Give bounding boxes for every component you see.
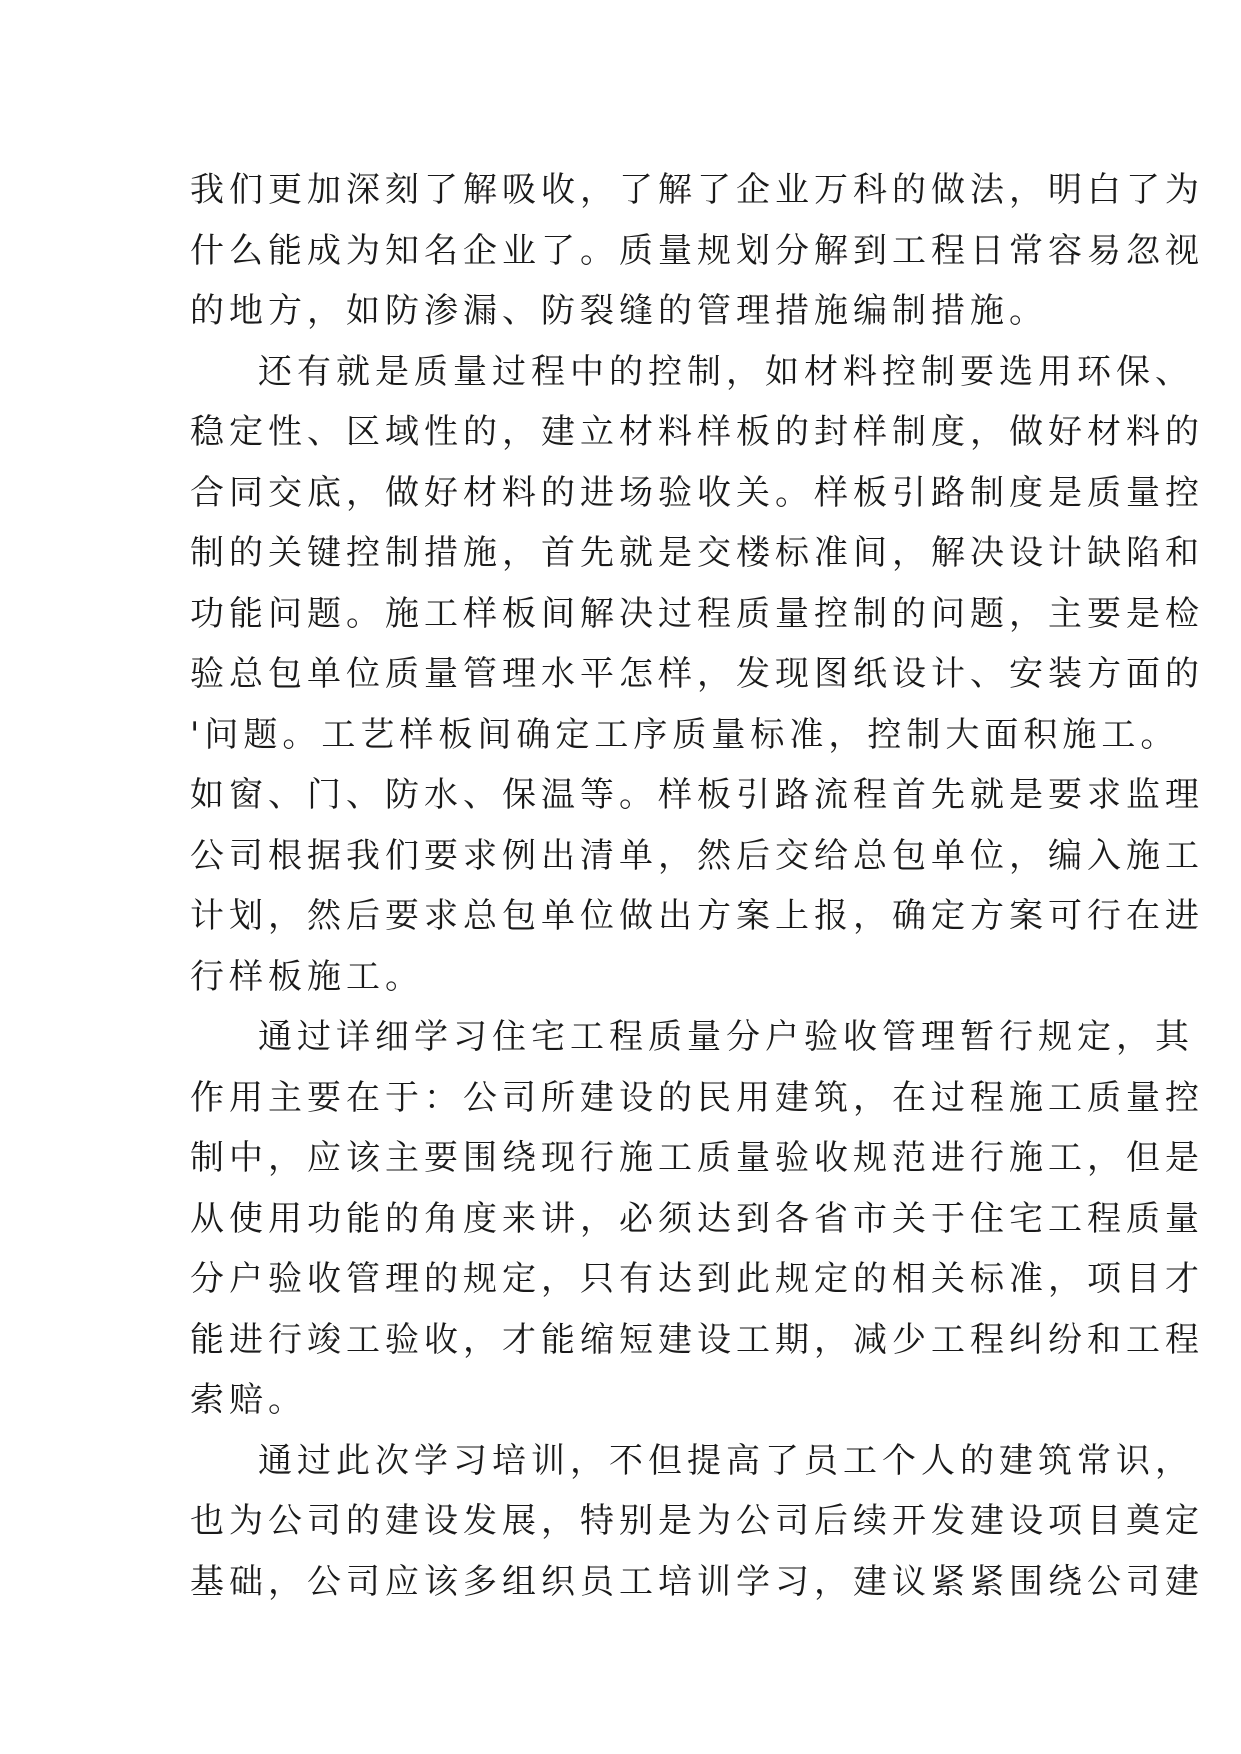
paragraph: [190, 342, 1204, 1008]
text-line: 我们更加深刻了解吸收，了解了企业万科的做法，明白了为: [190, 170, 1204, 210]
text-line: 稳定性、区域性的，建立材料样板的封样制度，做好材料的: [190, 412, 1204, 452]
text-line: 基础，公司应该多组织员工培训学习，建议紧紧围绕公司建: [190, 1561, 1204, 1602]
text-line: 作用主要在于：公司所建设的民用建筑，在过程施工质量控: [190, 1077, 1204, 1118]
text-line: 索赔。: [190, 1380, 307, 1420]
paragraph: [190, 1007, 1204, 1431]
text-line: 也为公司的建设发展，特别是为公司后续开发建设项目奠定: [190, 1501, 1204, 1541]
text-line: 分户验收管理的规定，只有达到此规定的相关标准，项目才: [190, 1259, 1204, 1299]
text-line: 公司根据我们要求例出清单，然后交给总包单位，编入施工: [190, 835, 1204, 876]
text-line: 从使用功能的角度来讲，必须达到各省市关于住宅工程质量: [190, 1198, 1204, 1239]
text-line: 功能问题。施工样板间解决过程质量控制的问题，主要是检: [190, 593, 1204, 634]
text-line: 合同交底，做好材料的进场验收关。样板引路制度是质量控: [190, 472, 1204, 513]
text-line: 计划，然后要求总包单位做出方案上报，确定方案可行在进: [190, 896, 1204, 936]
text-line: 的地方，如防渗漏、防裂缝的管理措施编制措施。: [190, 291, 1048, 331]
text-line: 什么能成为知名企业了。质量规划分解到工程日常容易忽视: [190, 230, 1204, 271]
paragraph: [190, 160, 1204, 342]
text-line: 如窗、门、防水、保温等。样板引路流程首先就是要求监理: [190, 775, 1204, 815]
text-line: 能进行竣工验收，才能缩短建设工期，减少工程纠纷和工程: [190, 1319, 1204, 1360]
text-line: 验总包单位质量管理水平怎样，发现图纸设计、安装方面的: [190, 654, 1204, 694]
text-line: 通过详细学习住宅工程质量分户验收管理暂行规定，其: [258, 1017, 1194, 1057]
text-line: '问题。工艺样板间确定工序质量标准，控制大面积施工。: [190, 714, 1180, 755]
text-line: 行样板施工。: [190, 956, 424, 997]
text-line: 制的关键控制措施，首先就是交楼标准间，解决设计缺陷和: [190, 533, 1204, 573]
text-line: 通过此次学习培训，不但提高了员工个人的建筑常识，: [258, 1440, 1194, 1481]
paragraph: [190, 1431, 1204, 1613]
text-line: 制中，应该主要围绕现行施工质量验收规范进行施工，但是: [190, 1138, 1204, 1178]
text-line: 还有就是质量过程中的控制，如材料控制要选用环保、: [258, 351, 1194, 392]
document-body: [190, 160, 1204, 1612]
